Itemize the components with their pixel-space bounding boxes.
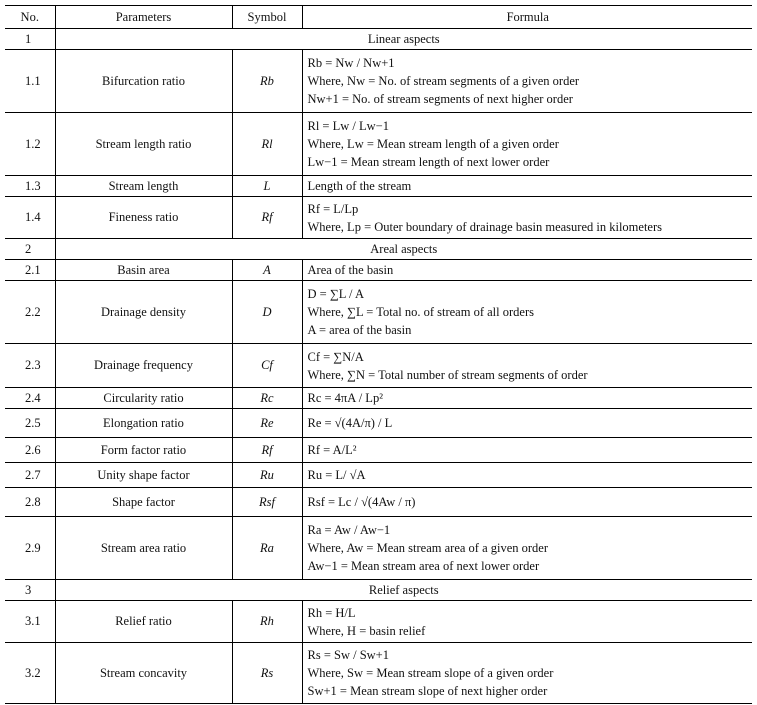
formula-cell xyxy=(302,197,752,239)
section-title: Relief aspects xyxy=(55,580,752,601)
parameter-name: Stream concavity xyxy=(55,643,232,704)
section-number: 1 xyxy=(5,29,55,50)
table-row xyxy=(5,463,752,488)
parameter-name: Stream area ratio xyxy=(55,517,232,580)
table-row xyxy=(5,260,752,281)
formula-cell xyxy=(302,281,752,344)
parameter-symbol: Rh xyxy=(232,601,302,643)
header-formula: Formula xyxy=(302,6,752,29)
formula-line: Where, ∑L = Total no. of stream of all orders xyxy=(307,305,534,319)
section-row xyxy=(5,29,752,50)
table-row xyxy=(5,409,752,438)
formula-line: Rf = L/Lp xyxy=(307,201,359,216)
formula-line: Where, Lp = Outer boundary of drainage basin measured in kilometers xyxy=(307,219,662,234)
formula-line: Aw−1 = Mean stream area of next lower order xyxy=(307,559,540,573)
row-number: 2.6 xyxy=(5,438,55,463)
table-row xyxy=(5,281,752,344)
formula-cell xyxy=(302,260,752,281)
row-number: 1.4 xyxy=(5,197,55,239)
section-number: 3 xyxy=(5,580,55,601)
row-number: 3.2 xyxy=(5,643,55,704)
table-row xyxy=(5,517,752,580)
row-number: 2.5 xyxy=(5,409,55,438)
formula-cell xyxy=(302,176,752,197)
parameter-name: Shape factor xyxy=(55,488,232,517)
row-number: 1.3 xyxy=(5,176,55,197)
parameter-name: Stream length xyxy=(55,176,232,197)
parameter-name: Elongation ratio xyxy=(55,409,232,438)
header-no: No. xyxy=(5,6,55,29)
formula-cell xyxy=(302,344,752,388)
parameter-symbol: Rl xyxy=(232,113,302,176)
formula-cell xyxy=(302,409,752,438)
formula-line: Rb = Nw / Nw+1 xyxy=(307,56,395,70)
morphometric-parameters-table xyxy=(5,5,752,704)
parameters-table-container xyxy=(5,5,752,704)
header-row xyxy=(5,6,752,29)
parameter-name: Unity shape factor xyxy=(55,463,232,488)
formula-line: Ra = Aw / Aw−1 xyxy=(307,523,391,537)
formula-line: Rc = 4πA / Lp² xyxy=(307,391,383,405)
formula-cell xyxy=(302,488,752,517)
section-row xyxy=(5,239,752,260)
parameter-symbol: L xyxy=(232,176,302,197)
table-row xyxy=(5,438,752,463)
table-row xyxy=(5,344,752,388)
formula-line: Rh = H/L xyxy=(307,605,356,620)
formula-line: D = ∑L / A xyxy=(307,287,364,301)
parameter-name: Stream length ratio xyxy=(55,113,232,176)
formula-line: Area of the basin xyxy=(307,263,394,277)
row-number: 2.8 xyxy=(5,488,55,517)
formula-line: Where, Lw = Mean stream length of a given order xyxy=(307,137,559,151)
parameter-name: Fineness ratio xyxy=(55,197,232,239)
formula-line: Nw+1 = No. of stream segments of next higher order xyxy=(307,92,573,106)
table-row xyxy=(5,176,752,197)
parameter-symbol: D xyxy=(232,281,302,344)
formula-cell xyxy=(302,463,752,488)
table-row xyxy=(5,488,752,517)
parameter-name: Form factor ratio xyxy=(55,438,232,463)
row-number: 1.2 xyxy=(5,113,55,176)
parameter-symbol: A xyxy=(232,260,302,281)
table-row xyxy=(5,643,752,704)
section-row xyxy=(5,580,752,601)
row-number: 2.4 xyxy=(5,388,55,409)
parameter-symbol: Rb xyxy=(232,50,302,113)
formula-cell xyxy=(302,643,752,704)
section-title: Linear aspects xyxy=(55,29,752,50)
parameter-name: Relief ratio xyxy=(55,601,232,643)
table-row xyxy=(5,113,752,176)
formula-line: Where, Sw = Mean stream slope of a given order xyxy=(307,666,554,680)
formula-line: Rsf = Lc / √(4Aw / π) xyxy=(307,495,416,509)
parameter-symbol: Cf xyxy=(232,344,302,388)
section-number: 2 xyxy=(5,239,55,260)
parameter-symbol: Rsf xyxy=(232,488,302,517)
formula-line: Where, ∑N = Total number of stream segments of order xyxy=(307,367,588,382)
formula-line: Ru = L/ √A xyxy=(307,468,366,482)
formula-line: Length of the stream xyxy=(307,179,412,193)
formula-cell xyxy=(302,113,752,176)
row-number: 2.3 xyxy=(5,344,55,388)
formula-cell xyxy=(302,517,752,580)
row-number: 2.1 xyxy=(5,260,55,281)
parameter-name: Bifurcation ratio xyxy=(55,50,232,113)
formula-line: Rf = A/L² xyxy=(307,443,357,457)
table-row xyxy=(5,197,752,239)
row-number: 2.2 xyxy=(5,281,55,344)
formula-cell xyxy=(302,50,752,113)
parameter-name: Basin area xyxy=(55,260,232,281)
parameter-symbol: Ru xyxy=(232,463,302,488)
table-row xyxy=(5,601,752,643)
table-row xyxy=(5,388,752,409)
header-symbol: Symbol xyxy=(232,6,302,29)
table-body xyxy=(5,29,752,704)
table-row xyxy=(5,50,752,113)
formula-line: Lw−1 = Mean stream length of next lower order xyxy=(307,155,550,169)
row-number: 2.9 xyxy=(5,517,55,580)
parameter-symbol: Ra xyxy=(232,517,302,580)
formula-line: Re = √(4A/π) / L xyxy=(307,416,393,430)
formula-line: Rs = Sw / Sw+1 xyxy=(307,648,389,662)
formula-cell xyxy=(302,601,752,643)
parameter-symbol: Re xyxy=(232,409,302,438)
formula-line: Where, H = basin relief xyxy=(307,623,426,638)
formula-cell xyxy=(302,438,752,463)
section-title: Areal aspects xyxy=(55,239,752,260)
parameter-name: Drainage density xyxy=(55,281,232,344)
formula-line: Sw+1 = Mean stream slope of next higher order xyxy=(307,684,548,698)
parameter-name: Circularity ratio xyxy=(55,388,232,409)
parameter-symbol: Rf xyxy=(232,438,302,463)
row-number: 2.7 xyxy=(5,463,55,488)
row-number: 1.1 xyxy=(5,50,55,113)
parameter-symbol: Rf xyxy=(232,197,302,239)
parameter-symbol: Rc xyxy=(232,388,302,409)
formula-line: Cf = ∑N/A xyxy=(307,349,364,364)
formula-line: A = area of the basin xyxy=(307,323,412,337)
row-number: 3.1 xyxy=(5,601,55,643)
formula-line: Where, Nw = No. of stream segments of a given order xyxy=(307,74,580,88)
formula-cell xyxy=(302,388,752,409)
formula-line: Where, Aw = Mean stream area of a given order xyxy=(307,541,549,555)
parameter-symbol: Rs xyxy=(232,643,302,704)
header-parameters: Parameters xyxy=(55,6,232,29)
formula-line: Rl = Lw / Lw−1 xyxy=(307,119,389,133)
parameter-name: Drainage frequency xyxy=(55,344,232,388)
